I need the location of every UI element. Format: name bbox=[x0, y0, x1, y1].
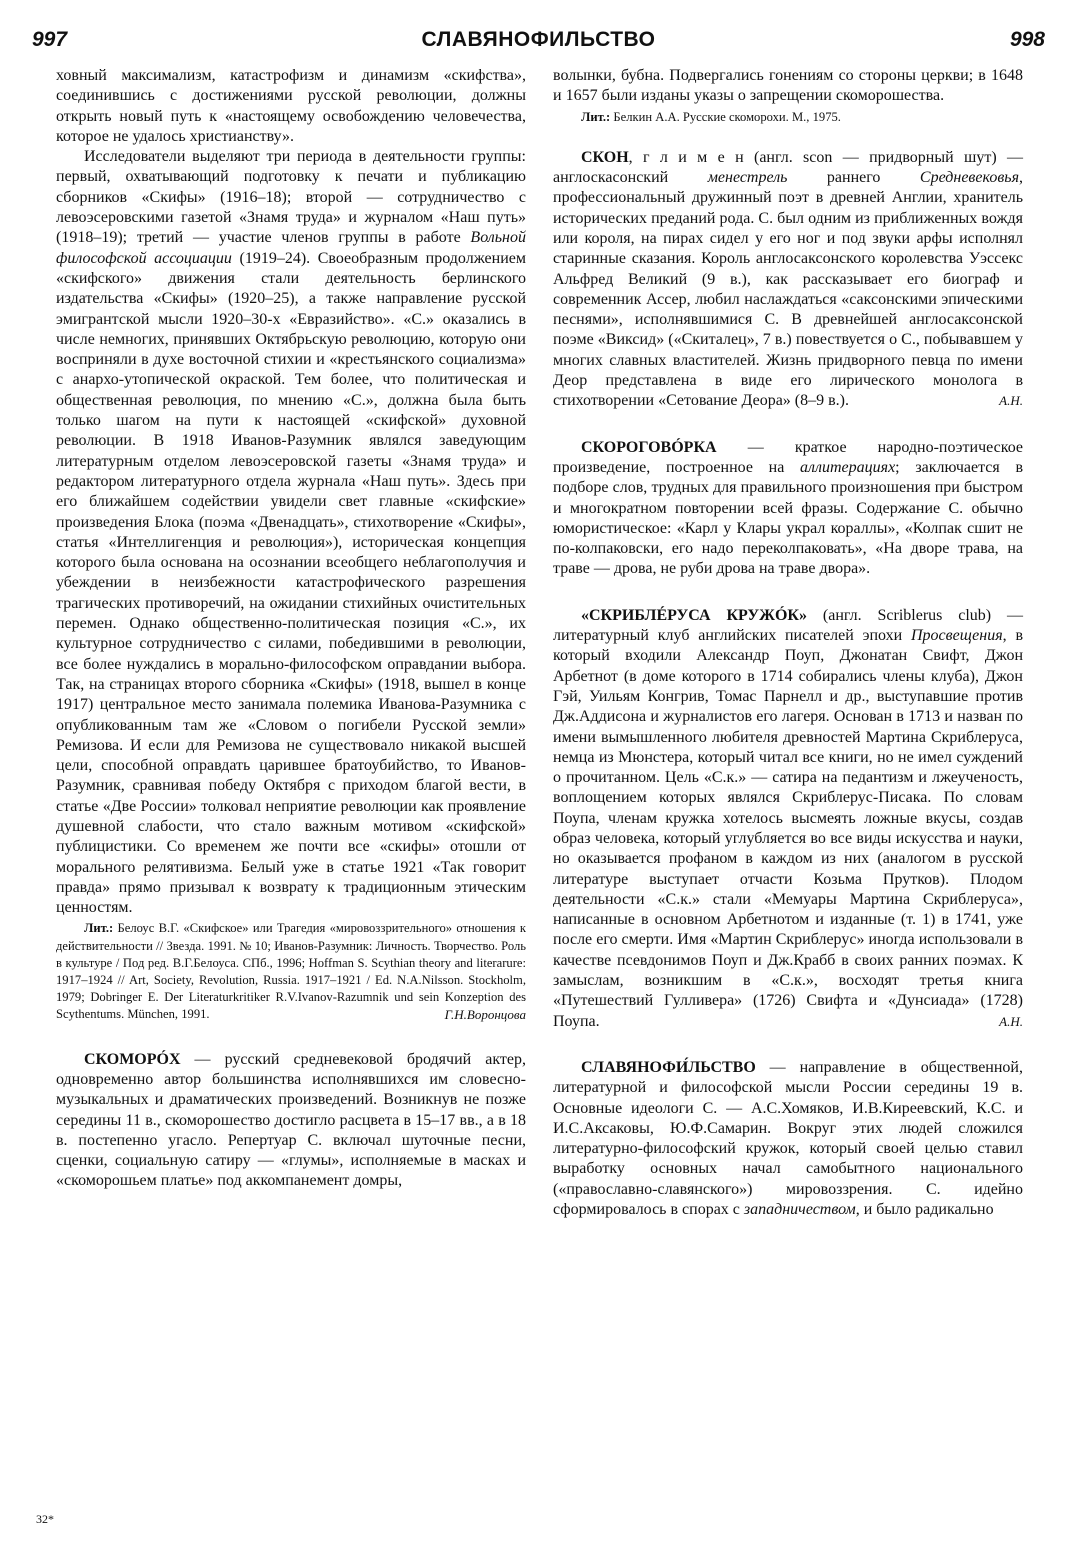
entry-text: (англ. Scriblerus club) — литературный клуб английских писателей эпохи bbox=[553, 606, 1023, 645]
running-header bbox=[30, 28, 1047, 58]
entry-headword: СКОМОРÓХ bbox=[84, 1050, 181, 1068]
page-number-left: 997 bbox=[32, 28, 68, 51]
entry-alt-name: , г л и м е н bbox=[628, 148, 744, 166]
entry-text: — направление в общественной, литературной и философской мысли России середины 19 в. Основные идеологи С. — А.С.Хомяков, И.В.Киреевский, К.С. и И.С.Аксаковы, Ю.Ф.Самарин. Вокруг этих людей сложился литературно-философский кружок, который своей целью ставил выработку основных начал самобытного национального («православно-славянского») мировоззрения. С. идейно сформировалось в спорах с bbox=[553, 1058, 1023, 1219]
author-signature: А.Н. bbox=[999, 1013, 1023, 1029]
bibliography-label: Лит.: bbox=[581, 109, 611, 124]
author-signature: А.Н. bbox=[999, 393, 1023, 409]
entry-skon bbox=[553, 148, 1023, 412]
entry-text: раннего bbox=[787, 169, 920, 187]
entry-text: , в который входили Александр Поуп, Джонатан Свифт, Джон Арбетнот (в доме которого в 1714 собирались члены клуба), Джон Гэй, Уильям Конгрив, Томас Парнелл и др., выступавшие против Дж.Аддисона и журналистов его лагеря. Основан в 1713 и назван по имени вымышленного любителя древностей Мартина Скриблеруса, немца из Мюнстера, который читал все книги, но не имел суждений о прочитанном. Цель «С.к.» — сатира на педантизм и лжеученость, воплощением которых являлся Скриблерус-Писака. По словам Поупа, членам кружка хотелось высмеять ложные вкусы, создав образ человека, который углубляется во все виды искусства и науки, но оказывается профаном в каждом из них (аналогом в русской литературе выступает отчасти Козьма Прутков). Плодом деятельности «С.к.» стали «Мемуары Мартина Скриблеруса», написанные в основном Арбетнотом и изданные (т. 1) в 1741, уже после его смерти. Имя «Мартин Скриблерус» иногда использовали в качестве псевдонимов Поуп и Дж.Крабб в своих ранних поэмах. К замыслам, возникшим в «С.к.», восходят третья книга «Путешествий Гулливера» (1726) Свифта и «Дунсиада» (1728) Поупа. bbox=[553, 627, 1023, 1030]
cross-reference-link[interactable]: аллитерациях bbox=[800, 458, 896, 476]
entry-slavophilism bbox=[553, 1058, 1023, 1220]
bibliography-text: Белкин А.А. Русские скоморохи. М., 1975. bbox=[610, 109, 841, 124]
paragraph-periods bbox=[56, 147, 526, 918]
entry-skorogovorka bbox=[553, 438, 1023, 580]
entry-text: , профессиональный дружинный поэт в древней Англии, хранитель исторических преданий рода. С. был одним из приближенных вождя или короля, на пирах сидел у его ног и под звуки арфы исполнял старинные сказания. Король англосаксонского королевства Уэссекс Альфред Великий (9 в.), как рассказывает его биограф и современник Ассер, любил наслаждаться «саксонскими эпическими песнями», исполнявшимися С. В древнейшей англосаксонской поэме «Виксид» («Скиталец», 7 в.) повествуется о С., побывавшем у многих славных властителей. Жизнь придворного певца по имени Деор представлена в виде его лирического монолога в стихотворении «Сетование Деора» (8–9 в.). bbox=[553, 169, 1023, 410]
bibliography bbox=[56, 920, 526, 1023]
paragraph-continuation: волынки, бубна. Подвергались гонениям со стороны церкви; в 1648 и 1657 были изданы указы о запрещении скоморошества. bbox=[553, 67, 1023, 105]
printer-signature-mark: 32* bbox=[36, 1512, 54, 1526]
paragraph-continuation: ховный максимализм, катастрофизм и динамизм «скифства», соединившись с достижениями русской революции, должны открыть новый путь к «настоящему освобождению человечества, которое не удалось христианству». bbox=[56, 67, 526, 145]
bibliography bbox=[553, 109, 1023, 126]
bibliography-text: Белоус В.Г. «Скифское» или Трагедия «мировоззрительного» отношения к действительности // Звезда. 1991. № 10; Иванов-Разумник: Личность. Творчество. Роль в культуре / Под ред. В.Г.Белоуса. СПб., 1996; Hoffman S. Scythian theory and literarure: 1917–1924 // Art, Society, Revolution, Russia. 1917–1921 / Ed. N.A.Nilsson. Stockholm, 1979; Dobringer E. Der Literaturkritiker R.V.Ivanov-Razumnik und sein Konzeption des Scythentums. München, 1991. bbox=[56, 921, 526, 1022]
entry-text: — русский средневековой бродячий актер, одновременно автор большинства исполнявшихся им словесно-музыкальных и драматических произведений. Возникнув не позже середины 11 в., скоморошество достигло расцвета в 15–17 вв., а в 18 в. постепенно угасло. Репертуар С. включал шуточные песни, сценки, социальную сатиру — «глумы», исполняемые в масках и «скоморошьем платье» под аккомпанемент домры, bbox=[56, 1050, 526, 1190]
cross-reference-link[interactable]: Просвещения bbox=[911, 627, 1003, 645]
entry-skomoroh bbox=[56, 1050, 526, 1192]
cross-reference-link[interactable]: менестрель bbox=[707, 169, 788, 187]
cross-reference-link[interactable]: Средневековья bbox=[919, 169, 1019, 187]
paragraph-text: Исследователи выделяют три периода в деятельности группы: первый, охватывающий подготовку к печати и публикацию сборников «Скифы» (1916–18); второй — сотрудничество с левоэсеровскими газетой «Знамя труда» и журналом «Наш путь» (1918–19); третий — участие членов группы в работе bbox=[56, 148, 526, 247]
page-number-right: 998 bbox=[1009, 28, 1045, 51]
entry-headword: СКОРОГОВÓРКА bbox=[581, 438, 717, 456]
entry-text: , и было радикально bbox=[855, 1201, 994, 1219]
entry-headword: СЛАВЯНОФИ́ЛЬСТВО bbox=[581, 1058, 756, 1076]
author-signature: Г.Н.Воронцова bbox=[444, 1007, 526, 1023]
entry-headword: «СКРИБЛÉРУСА КРУЖÓК» bbox=[581, 606, 808, 624]
cross-reference-link[interactable]: западничеством bbox=[743, 1201, 856, 1219]
entry-scriblerus-club bbox=[553, 606, 1023, 1032]
left-column bbox=[56, 66, 526, 1192]
entry-headword: СКОН bbox=[581, 148, 629, 166]
right-column bbox=[553, 66, 1023, 1220]
cross-reference-link[interactable]: Вольной философской ассоциации bbox=[56, 229, 526, 267]
running-title: СЛАВЯНОФИЛЬСТВО bbox=[421, 28, 656, 51]
entry-text: (англ. scon — придворный шут) — англоскасонский bbox=[553, 148, 1024, 187]
entry-text: — краткое народно-поэтическое произведение, построенное на bbox=[553, 438, 1023, 476]
paragraph-text: (1919–24). Своеобразным продолжением «скифского» движения стали деятельность берлинского издательства «Скифы» (1920–25), а также направление русской эмигрантской мысли 1920–30-х «Евразийство». «С.» оказались в числе немногих, принявших Октябрьскую революцию, которую они восприняли в духе восточной стихии и «крестьянского социализма» с анархо-утопической окраской. Тем более, что политическая и общественная революция, по мнению «С.», должна была быть только шагом на пути к настоящей «скифской» духовной революции. В 1918 Иванов-Разумник являлся заведующим литературным отделом левоэсеровской газеты «Знамя труда» и редактором литературного отдела журнала «Наш путь». Здесь при его ближайшем содействии увидели свет главные «скифские» произведения Блока (поэма «Двенадцать», стихотворение «Скифы», статья «Интеллигенция и революция»), историческая концепция которого была основана на осознании всеобщего неблагополучия и убеждении в неизбежности катастрофического разрешения трагических противоречий, на ожидании стихийных очистительных перемен. Однако общественно-политическая позиция «С.», их культурное сотрудничество с силами, победившими в революции, все более нуждались в морально-философском оправдании выбора. Так, на страницах второго сборника «Скифы» (1918, вышел в конце 1917) центральное место занимала полемика Иванова-Разумника с опубликованным там же «Словом о погибели Русской земли» Ремизова. И если для Ремизова не существовало никакой высшей цели, способной оправдать царившее братоубийство, то Иванов-Разумник, сравнивая победу Октября с приходом благой вести, в статье «Две России» толковал неприятие революции как проявление душевной слабости, что стало важным мотивом «скифской» публицистики. Со временем же почти все «скифы» отошли от морального релятивизма. Белый уже в статье 1921 «Так говорит правда» прямо призывал к возврату к традиционным этическим ценностям. bbox=[56, 249, 526, 917]
bibliography-label: Лит.: bbox=[84, 921, 114, 936]
entry-text: ; заключается в подборе слов, трудных для правильного произношения при быстром и многократном повторении всей фразы. Содержание С. обычно юмористическое: «Карл у Клары украл кораллы», «Колпак сшит не по-колпаковски, его надо переколпаковать», «На дворе трава, на траве — дрова, не руби дрова на траве двора». bbox=[553, 458, 1023, 578]
